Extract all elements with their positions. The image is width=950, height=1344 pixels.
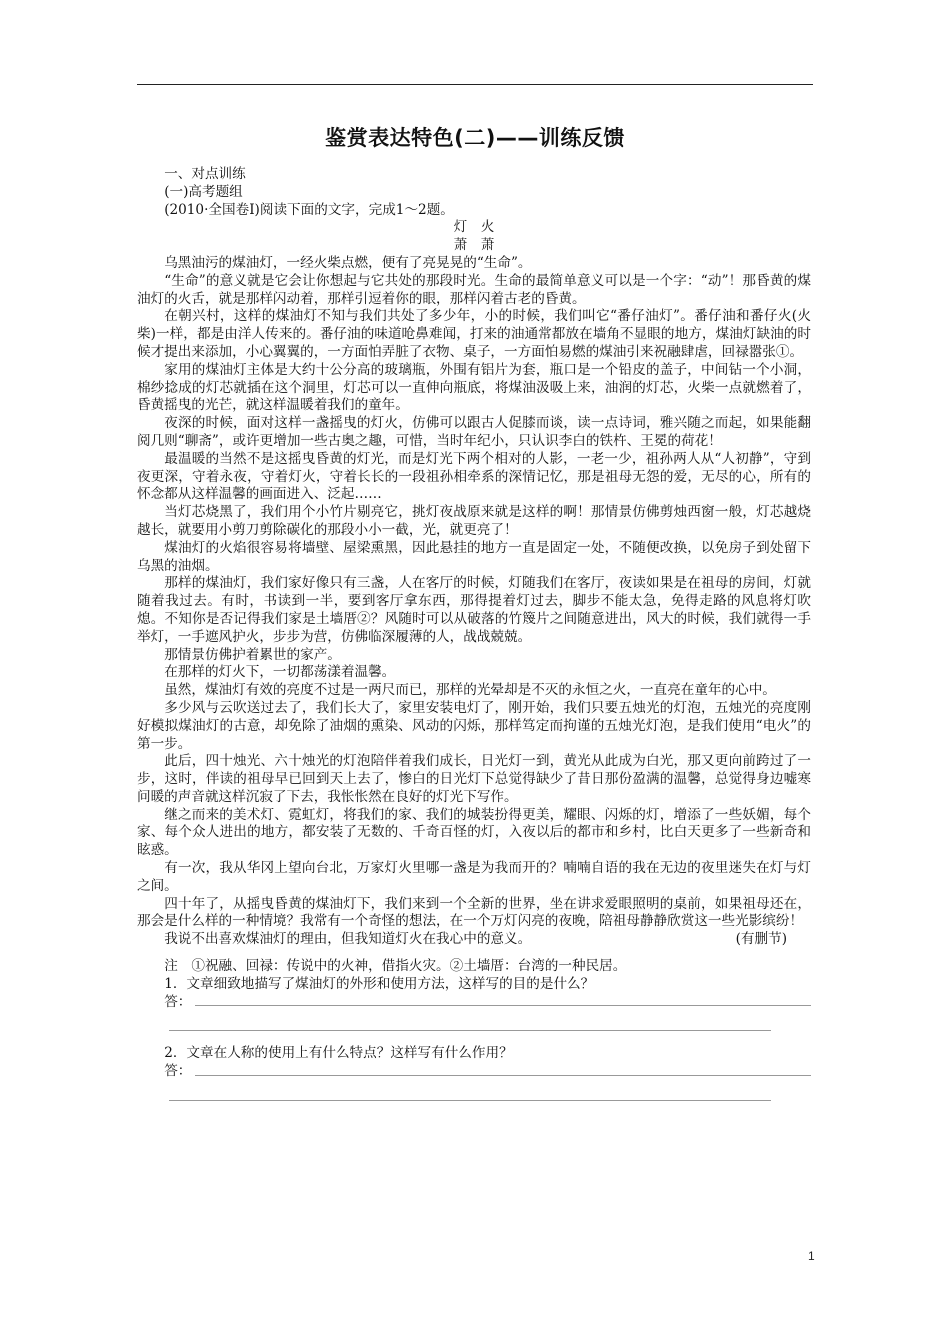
answer-line — [195, 1004, 811, 1006]
article-paragraph: 继之而来的美术灯、霓虹灯，将我们的家、我们的城装扮得更美，耀眼、闪烁的灯，增添了一些妖媚，每个家、每个众人进出的地方，都安装了无数的、千奇百怪的灯，入夜以后的都市和乡村，比白天更多了一些新奇和眩惑。 — [137, 806, 811, 859]
answer-2-blank-line[interactable] — [169, 1099, 771, 1101]
article-last-line — [137, 931, 811, 949]
article-paragraph: 在那样的灯火下，一切都荡漾着温馨。 — [164, 664, 396, 681]
article-paragraph: 乌黑油污的煤油灯，一经火柴点燃，便有了亮晃晃的“生命”。 — [164, 254, 532, 271]
article-paragraph: 家用的煤油灯主体是大约十公分高的玻璃瓶，外围有铝片为套，瓶口是一个铅皮的盖子，中间钻一个小洞，棉纱捻成的灯芯就插在这个洞里，灯芯可以一直伸向瓶底，将煤油汲吸上来，油润的灯芯，火柴一点就燃着了，昏黄摇曳的光芒，就这样温暖着我们的童年。 — [137, 361, 811, 414]
answer-label: 答： — [164, 993, 192, 1010]
answer-1-field[interactable] — [137, 994, 811, 1012]
article-paragraph: 此后，四十烛光、六十烛光的灯泡陪伴着我们成长，日光灯一到，黄光从此成为白光，那又更向前跨过了一步，这时，伴读的祖母早已回到天上去了，惨白的日光灯下总觉得缺少了昔日那份盈满的温馨，总觉得身边嘘寒问暖的声音就这样沉寂了下去，我怅怅然在良好的灯光下写作。 — [137, 753, 811, 805]
article-paragraph: 夜深的时候，面对这样一盏摇曳的灯火，仿佛可以跟古人促膝而谈，读一点诗词，雅兴随之而起，如果能翻阅几则“聊斋”，或许更增加一些古奥之趣，可惜，当时年纪小，只认识李白的铁杵、王冕的荷花！ — [137, 415, 811, 449]
exercise-intro: (2010·全国卷Ⅰ)阅读下面的文字，完成1～2题。 — [164, 201, 454, 218]
article-paragraph: 煤油灯的火焰很容易将墙壁、屋梁熏黑，因此悬挂的地方一直是固定一处，不随便改换，以免房子到处留下乌黑的油烟。 — [137, 539, 811, 574]
article-last-paragraph: 我说不出喜欢煤油灯的理由，但我知道灯火在我心中的意义。 — [164, 931, 532, 948]
question-1: 1．文章细致地描写了煤油灯的外形和使用方法，这样写的目的是什么？ — [164, 975, 595, 992]
answer-2-field[interactable] — [137, 1063, 811, 1081]
answer-label: 答： — [164, 1063, 192, 1080]
page-title: 鉴赏表达特色(二)——训练反馈 — [325, 126, 625, 150]
article-paragraph: 有一次，我从华冈上望向台北，万家灯火里哪一盏是为我而开的？喃喃自语的我在无边的夜里迷失在灯与灯之间。 — [137, 860, 811, 894]
question-2: 2．文章在人称的使用上有什么特点？这样写有什么作用？ — [164, 1045, 513, 1062]
subsection-heading: (一)高考题组 — [164, 183, 243, 200]
article-author: 萧 萧 — [453, 237, 495, 254]
article-paragraph: 多少风与云吹送过去了，我们长大了，家里安装电灯了，刚开始，我们只要五烛光的灯泡，五烛光的亮度刚好模拟煤油灯的古意，却免除了油烟的熏染、风动的闪烁，那样笃定而拘谨的五烛光灯泡，是我们使用“电火”的第一步。 — [137, 699, 811, 752]
header-rule — [137, 84, 813, 85]
article-paragraph: 虽然，煤油灯有效的亮度不过是一两尺而已，那样的光晕却是不灭的永恒之火，一直亮在童年的心中。 — [164, 682, 776, 699]
deletion-note: (有删节) — [735, 931, 787, 948]
article-paragraph: 四十年了，从摇曳昏黄的煤油灯下，我们来到一个全新的世界，坐在讲求爱眼照明的桌前，如果祖母还在，那会是什么样的一种情境？我常有一个奇怪的想法，在一个万灯闪亮的夜晚，陪祖母静静欣赏这一些光影缤纷！ — [137, 895, 811, 930]
article-paragraph: “生命”的意义就是它会让你想起与它共处的那段时光。生命的最简单意义可以是一个字：“动”！那昏黄的煤油灯的火舌，就是那样闪动着，那样引逗着你的眼，那样闪着古老的昏黄。 — [137, 272, 811, 307]
article-title: 灯 火 — [453, 219, 495, 236]
document-body — [137, 166, 811, 1101]
article-paragraph: 当灯芯烧黑了，我们用个小竹片剔亮它，挑灯夜战原来就是这样的啊！那情景仿佛剪烛西窗一般，灯芯越烧越长，就要用小剪刀剪除碳化的那段小小一截，光，就更亮了！ — [137, 504, 811, 538]
page-number: 1 — [808, 1249, 815, 1263]
section-heading: 一、对点训练 — [164, 166, 246, 182]
answer-line — [195, 1074, 811, 1076]
article-paragraph: 那样的煤油灯，我们家好像只有三盏，人在客厅的时候，灯随我们在客厅，夜读如果是在祖母的房间，灯就随着我过去。有时，书读到一半，要到客厅拿东西，那得提着灯过去，脚步不能太急，免得走路的风息将灯吹熄。不知你是否记得我们家是土墙厝②？风随时可以从破落的竹篾片之间随意进出，风大的时候，我们就得一手举灯，一手遮风护火，步步为营，仿佛临深履薄的人，战战兢兢。 — [137, 575, 811, 645]
article-paragraph: 在朝兴村，这样的煤油灯不知与我们共处了多少年，小的时候，我们叫它“番仔油灯”。番仔油和番仔火(火柴)一样，都是由洋人传来的。番仔油的味道呛鼻难闻，打来的油通常都放在墙角不显眼的地方，煤油灯缺油的时候才提出来添加，小心翼翼的，一方面怕弄脏了衣物、桌子，一方面怕易燃的煤油引来祝融肆虐，回禄嚣张①。 — [137, 308, 811, 360]
footnotes: 注 ①祝融、回禄：传说中的火神，借指火灾。②土墙厝：台湾的一种民居。 — [164, 958, 627, 975]
article-paragraph: 最温暖的当然不是这摇曳昏黄的灯光，而是灯光下两个相对的人影，一老一少，祖孙两人从“人初静”，守到夜更深，守着永夜，守着灯火，守着长长的一段祖孙相牵系的深情记忆，那是祖母无怨的爱，无尽的心，所有的怀念都从这样温馨的画面进入、泛起…… — [137, 450, 811, 503]
article-paragraph: 那情景仿佛护着累世的家产。 — [164, 646, 341, 663]
